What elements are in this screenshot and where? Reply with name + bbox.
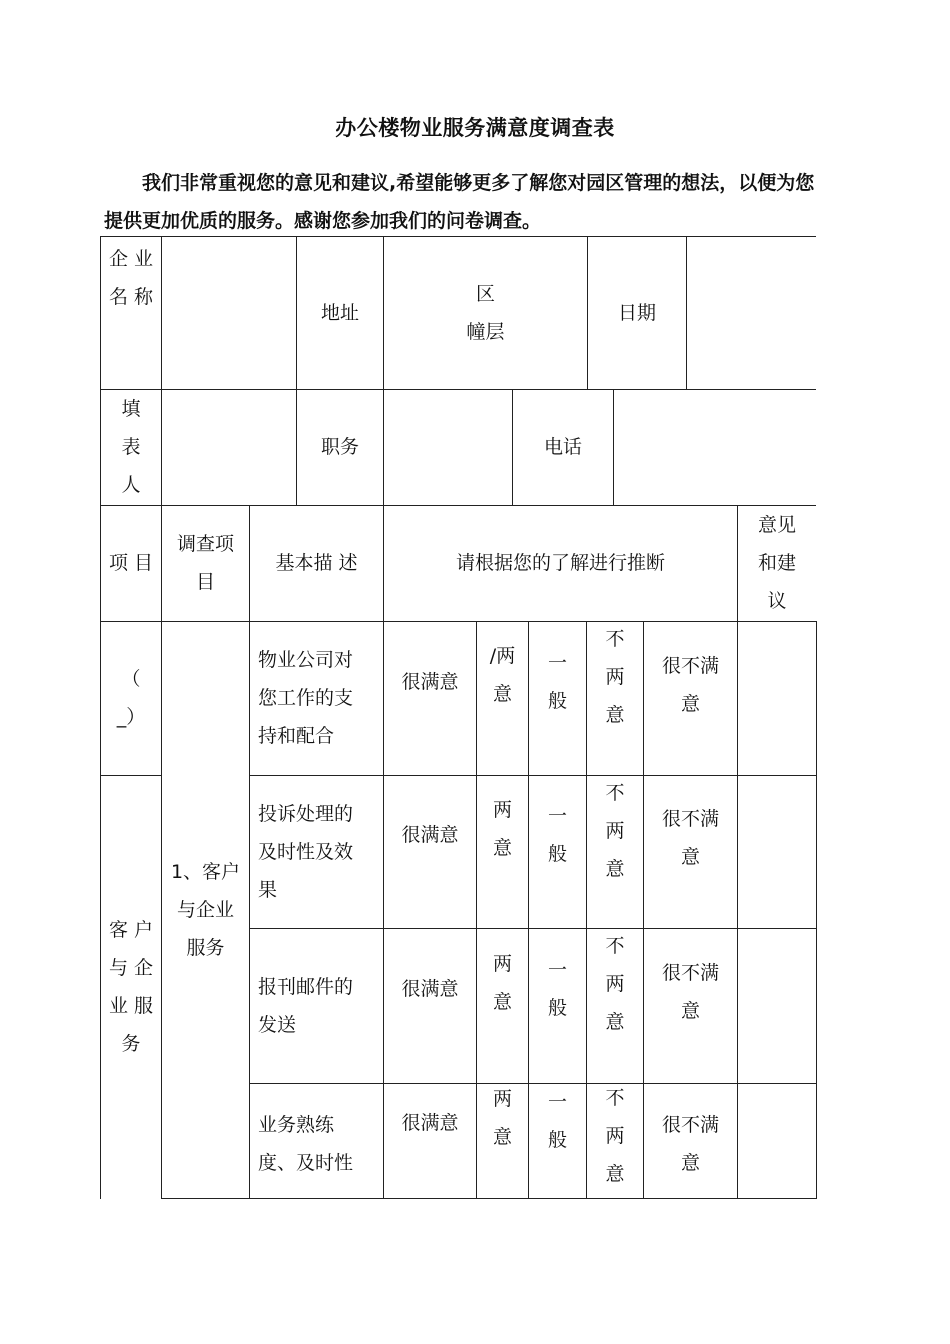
- rating-dissatisfied[interactable]: 不 两 意: [605, 628, 625, 726]
- position-label: 职务: [320, 436, 359, 458]
- survey-row-desc: 投诉处理的 及时性及效 果: [258, 802, 354, 901]
- rating-very-dissatisfied[interactable]: 很不满 意: [661, 655, 719, 715]
- rating-dissatisfied[interactable]: 不 两 意: [605, 1087, 625, 1185]
- rating-satisfied[interactable]: 两 意: [492, 953, 512, 1013]
- document-title: 办公楼物业服务满意度调查表: [335, 116, 615, 140]
- phone-label: 电话: [543, 436, 582, 458]
- rating-dissatisfied[interactable]: 不 两 意: [605, 782, 625, 880]
- rating-very-satisfied[interactable]: 很满意: [401, 671, 459, 693]
- rating-neutral[interactable]: 一 般: [547, 805, 567, 865]
- date-label: 日期: [617, 301, 656, 324]
- survey-row-desc: 物业公司对 您工作的支 持和配合: [258, 649, 354, 747]
- survey-row-desc: 业务熟练 度、及时性: [258, 1114, 354, 1174]
- header-judge: 请根据您的了解进行推断: [455, 552, 665, 574]
- category-label: 客 户 与 企 业 服 务: [108, 919, 154, 1055]
- rating-very-dissatisfied[interactable]: 很不满 意: [661, 962, 719, 1022]
- rating-very-dissatisfied[interactable]: 很不满 意: [661, 808, 719, 868]
- header-basic-desc: 基本描 述: [275, 552, 358, 574]
- subcategory-label: 1、客户 与企业 服务: [170, 861, 241, 959]
- rating-very-satisfied[interactable]: 很满意: [401, 1112, 459, 1134]
- rating-satisfied[interactable]: /两 意: [489, 645, 516, 705]
- rating-very-satisfied[interactable]: 很满意: [401, 978, 459, 1000]
- filler-label: 填 表 人: [121, 398, 141, 496]
- rating-neutral[interactable]: 一 般: [547, 959, 567, 1019]
- rating-neutral[interactable]: 一 般: [547, 652, 567, 712]
- survey-row-desc: 报刊邮件的 发送: [258, 975, 354, 1036]
- rating-very-satisfied[interactable]: 很满意: [401, 824, 459, 846]
- item-marker: （ _）: [116, 668, 146, 728]
- rating-neutral[interactable]: 一 般: [547, 1091, 567, 1151]
- header-survey-item: 调查项 目: [176, 533, 234, 593]
- intro-paragraph: 我们非常重视您的意见和建议,希望能够更多了解您对园区管理的想法，以便为您提供更加优质的服务。感谢您参加我们的问卷调查。: [104, 172, 815, 232]
- header-item: 项 目: [108, 552, 154, 574]
- rating-satisfied[interactable]: 两 意: [492, 799, 512, 859]
- address-label: 地址: [320, 301, 359, 324]
- header-opinion: 意见 和建 议: [757, 514, 796, 612]
- rating-satisfied[interactable]: 两 意: [492, 1088, 512, 1148]
- rating-dissatisfied[interactable]: 不 两 意: [605, 935, 625, 1033]
- company-name-label: 企 业 名 称: [108, 248, 154, 308]
- address-value: 区 幢层: [466, 282, 505, 343]
- rating-very-dissatisfied[interactable]: 很不满 意: [661, 1114, 719, 1174]
